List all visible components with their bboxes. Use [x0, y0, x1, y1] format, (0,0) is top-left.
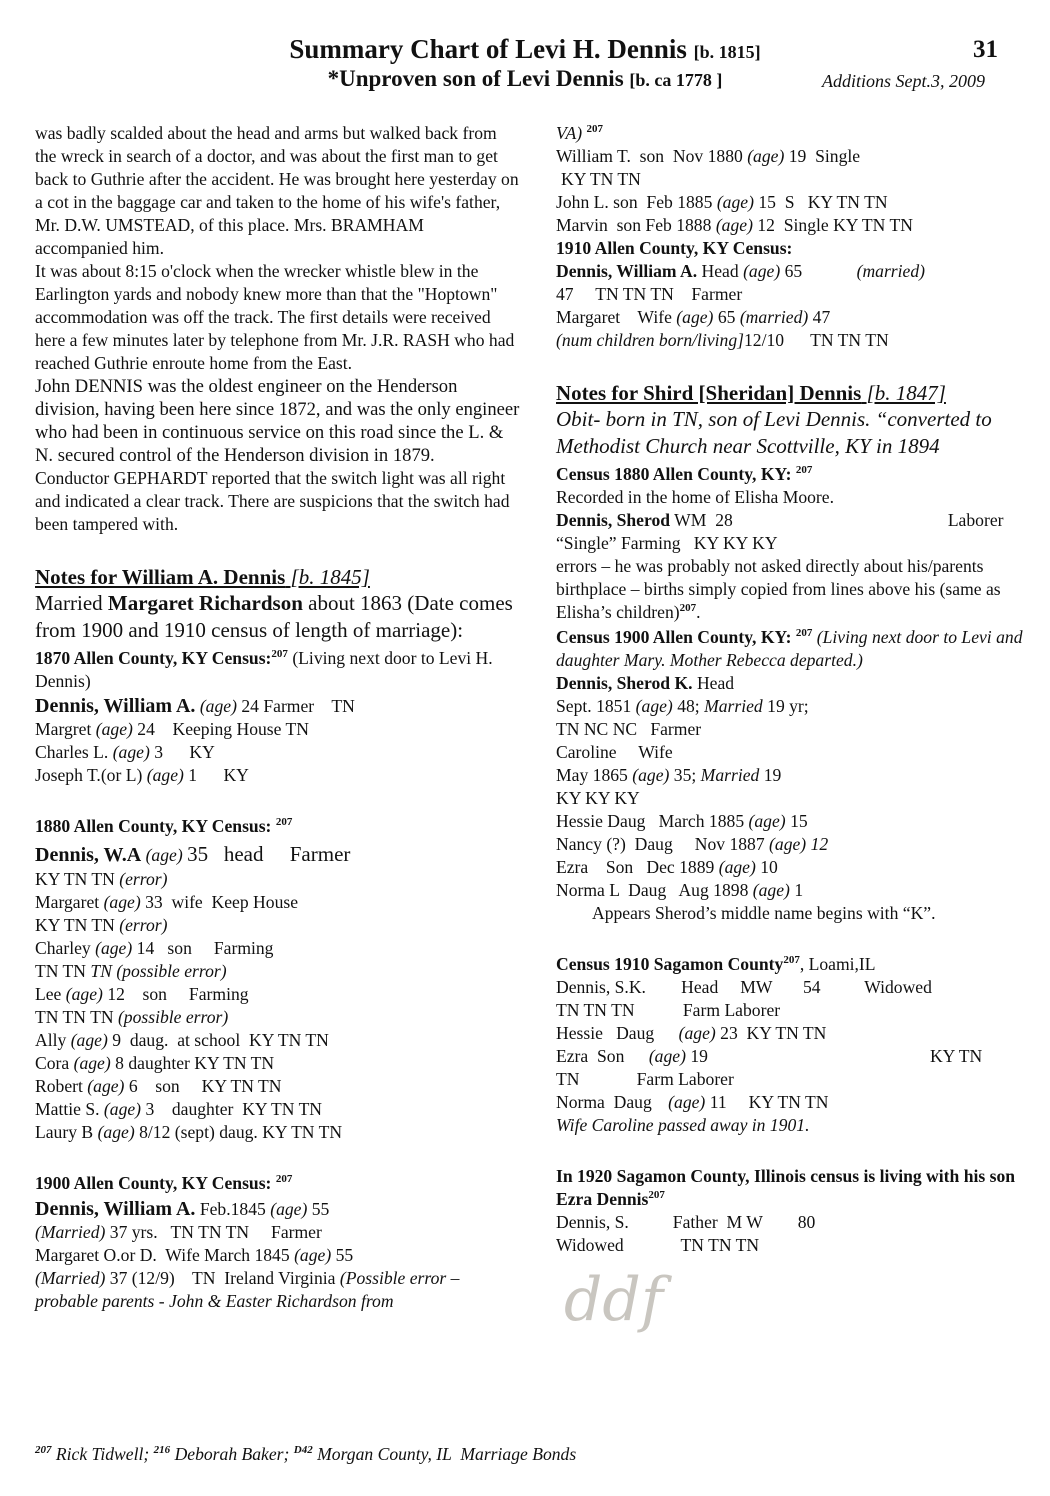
row-text: Norma L Daug Aug 1898 [556, 880, 749, 900]
subtitle-birth: [b. ca 1778 ] [629, 70, 723, 90]
age-label: (age) [676, 307, 714, 327]
title-text: Summary Chart of Levi H. Dennis [289, 34, 687, 64]
row-text: 24 Keeping House TN [137, 719, 309, 739]
text: Married [35, 591, 103, 615]
row-text: 19 Single [788, 146, 861, 166]
census-row [556, 879, 1036, 902]
row-text: Dennis, S. Father M W 80 [556, 1212, 816, 1232]
row-text: 12 son Farming [107, 984, 249, 1004]
person-name: Dennis, Sherod [556, 510, 671, 530]
census-row [556, 509, 1036, 532]
row-text: 6 son KY TN TN [128, 1076, 282, 1096]
census-row [35, 1221, 520, 1244]
left-column [35, 122, 520, 1313]
census-row [35, 718, 520, 741]
age-label: (age) [97, 1122, 135, 1142]
person-name: Dennis, W.A [35, 844, 142, 866]
row-text: 10 [760, 857, 778, 877]
row-text: 1 [794, 880, 804, 900]
row-note: (num children born/living] [556, 330, 744, 350]
age-label: (age) [718, 857, 756, 877]
census-row [556, 532, 1036, 555]
row-text: 9 daug. at school KY TN TN [112, 1030, 329, 1050]
heading-name: Notes for William A. Dennis [35, 565, 286, 589]
footnote-ref: 207 [271, 648, 288, 661]
paragraph: Conductor GEPHARDT reported that the switch light was all right and indicated a clear track. There are suspicions that the switch had been tampered with. [35, 468, 510, 534]
row-text: 19 [690, 1046, 708, 1066]
row-text: 35; [673, 765, 697, 785]
row-text: 12 Single KY TN TN [757, 215, 913, 235]
row-text: . [696, 602, 701, 622]
census-title: Census 1880 Allen County, KY: [556, 464, 792, 484]
census-row [556, 1022, 1036, 1045]
age-label: (age) [87, 1076, 125, 1096]
census-row [35, 1052, 520, 1075]
row-text: 37 yrs. TN TN TN Farmer [109, 1222, 322, 1242]
row-text: 33 wife Keep House [145, 892, 299, 912]
row-text: 12/10 TN TN TN [743, 330, 889, 350]
census-row [556, 191, 1036, 214]
census-row [556, 741, 1036, 764]
page-number: 31 [973, 36, 998, 63]
census-row [35, 1075, 520, 1098]
age-label: (age) [270, 1199, 308, 1219]
row-text: KY KY KY [556, 788, 640, 808]
census-row [35, 695, 520, 718]
census-row [556, 810, 1036, 833]
row-text: Cora [35, 1053, 70, 1073]
row-text: Recorded in the home of Elisha Moore. [556, 487, 835, 507]
census-row [556, 902, 1036, 925]
text: (Date comes from 1900 and 1910 census of length of marriage): [35, 591, 513, 642]
age-label: (age) [294, 1245, 332, 1265]
age-label: (age) [668, 1092, 706, 1112]
census-row [556, 1114, 1036, 1137]
age-label: (age) [95, 938, 133, 958]
row-text: Head [701, 261, 739, 281]
heading-birth: [b. 1845] [290, 565, 370, 589]
row-note: (married) [856, 261, 926, 281]
row-text: 37 (12/9) TN Ireland Virginia [109, 1268, 336, 1288]
age-label: (age) [145, 845, 183, 865]
row-text: Nancy (?) Daug Nov 1887 [556, 834, 765, 854]
census-note: (Living next door to Levi H. Dennis) [35, 648, 493, 691]
row-text: Laborer [947, 510, 1004, 530]
row-text: 3 daughter KY TN TN [145, 1099, 323, 1119]
census-title: In 1920 Sagamon County, Illinois census is living with his son Ezra Dennis [556, 1166, 1016, 1209]
census-heading [35, 647, 520, 693]
row-text: WM 28 [674, 510, 733, 530]
age-label: (age) [632, 765, 670, 785]
age-label: (age) [112, 742, 150, 762]
age-label: (age) [648, 1046, 686, 1066]
heading-name: Notes for Shird [Sheridan] Dennis [556, 381, 862, 405]
row-text: TN TN TN [35, 1007, 114, 1027]
census-place: , Loami,IL [799, 954, 876, 974]
census-row [556, 718, 1036, 741]
row-text: KY TN [929, 1046, 983, 1066]
census-row [556, 1211, 1036, 1234]
census-title: 1910 Allen County, KY Census: [556, 238, 793, 258]
page-title [0, 34, 1050, 65]
row-text: KY TN TN [561, 169, 641, 189]
age-label: (age) [146, 765, 184, 785]
right-column [556, 122, 1036, 1257]
footnote-ref: 207 [586, 123, 603, 136]
census-title: 1870 Allen County, KY Census: [35, 648, 272, 668]
age-label: (age) [103, 892, 141, 912]
census-row [556, 168, 1036, 191]
footnote-ref: 207 [275, 1173, 293, 1186]
row-note: (error) [119, 869, 168, 889]
age-label: (age) [73, 1053, 111, 1073]
census-row [35, 1121, 520, 1144]
census-row [35, 983, 520, 1006]
footnote-text: Rick Tidwell; [55, 1444, 150, 1464]
row-text: KY TN TN [35, 915, 115, 935]
heading-birth: [b. 1847] [866, 381, 946, 405]
row-text: Ezra Son Dec 1889 [556, 857, 715, 877]
paragraph: John DENNIS was the oldest engineer on the Henderson division, having been here since 1872, and was the only engineer who had been in continuous service on this road since the L. & N. secured control of the Henderson division in 1879. [35, 376, 520, 466]
row-text: “Single” Farming KY KY KY [556, 533, 778, 553]
row-text: Laury B [35, 1122, 94, 1142]
age-label: (age) [748, 811, 786, 831]
census-row [556, 672, 1036, 695]
row-text: 65 [784, 261, 803, 281]
marriage-line [35, 590, 520, 644]
row-text: May 1865 [556, 765, 628, 785]
row-text: 65 [717, 307, 736, 327]
census-title: 1900 Allen County, KY Census: [35, 1173, 272, 1193]
row-text: 23 KY TN TN [720, 1023, 827, 1043]
row-text: Sept. 1851 [556, 696, 632, 716]
ddf-watermark [558, 1258, 708, 1348]
footnote-text: Morgan County, IL Marriage Bonds [317, 1444, 577, 1464]
census-row [35, 841, 520, 868]
row-text: Appears Sherod’s middle name begins with “K”. [592, 903, 936, 923]
row-note: (married) [739, 307, 809, 327]
census-row [35, 868, 520, 891]
census-title: Census 1900 Allen County, KY: [556, 627, 792, 647]
row-note: Wife Caroline passed away in 1901. [556, 1115, 810, 1135]
census-row [556, 1091, 1036, 1114]
age-label: (age) [103, 1099, 142, 1119]
row-text: Ally [35, 1030, 67, 1050]
age-label: (age) [70, 1030, 108, 1050]
footnote-ref: 207 [795, 627, 813, 640]
spouse-name: Margaret Richardson [107, 591, 303, 615]
section-heading [35, 564, 520, 590]
row-note: Married [700, 765, 760, 785]
row-text: Charley [35, 938, 91, 958]
row-text: Joseph T.(or L) [35, 765, 143, 785]
row-text: 19 yr; [767, 696, 809, 716]
age-label: (age) [747, 146, 785, 166]
census-row [35, 1244, 520, 1267]
footnotes [35, 1444, 576, 1465]
census-heading [35, 1172, 520, 1195]
row-note: (error) [119, 915, 168, 935]
age-label: (age) [199, 696, 237, 716]
row-text: 3 KY [154, 742, 215, 762]
census-row [556, 486, 1036, 509]
census-row [35, 891, 520, 914]
row-text: TN NC NC Farmer [556, 719, 702, 739]
age-label: (age) [65, 984, 103, 1004]
text: about 1863 [308, 591, 403, 615]
additions-date: Additions Sept.3, 2009 [822, 71, 985, 91]
row-note: (Married) [35, 1268, 106, 1288]
census-title: 1880 Allen County, KY Census: [35, 816, 272, 836]
row-text: Hessie Daug [556, 1023, 655, 1043]
age-label: (age) [716, 192, 754, 212]
census-row [35, 1098, 520, 1121]
census-row [556, 329, 1036, 352]
section-heading [556, 380, 1036, 406]
footnote-marker: D42 [293, 1444, 313, 1457]
row-text: Caroline Wife [556, 742, 673, 762]
watermark-text: ddf [564, 1265, 664, 1335]
footnote-ref: 207 [783, 954, 800, 967]
title-birth: [b. 1815] [693, 42, 761, 62]
census-heading [556, 463, 1036, 486]
census-row [556, 145, 1036, 168]
census-row [35, 937, 520, 960]
row-text: 8 daughter KY TN TN [115, 1053, 275, 1073]
row-text: Widowed TN TN TN [556, 1235, 760, 1255]
row-text: 15 [790, 811, 808, 831]
footnote-ref: 207 [648, 1189, 665, 1202]
age-label: (age) [752, 880, 790, 900]
census-row [556, 787, 1036, 810]
age-label: (age) [678, 1023, 716, 1043]
row-note: 12 [810, 834, 829, 854]
census-row [556, 1068, 1036, 1091]
census-row [556, 976, 1036, 999]
row-text: KY TN TN [35, 869, 115, 889]
census-row [35, 1267, 520, 1313]
row-note: VA) [556, 123, 583, 143]
row-text: Head [696, 673, 735, 693]
census-heading [556, 1165, 1036, 1211]
paragraph: was badly scalded about the head and arms but walked back from the wreck in search of a doctor, and was about the first man to get back to Guthrie after the accident. He was brought here yesterday on a cot in the baggage car and taken to the home of his wife's father, Mr. D.W. UMSTEAD, of this place. Mrs. BRAMHAM accompanied him. [35, 123, 519, 258]
census-row [556, 999, 1036, 1022]
census-row [556, 695, 1036, 718]
row-text: Ezra Son [556, 1046, 625, 1066]
footnote-marker: 216 [153, 1444, 171, 1457]
row-text: 15 S KY TN TN [758, 192, 888, 212]
census-row [556, 122, 1036, 145]
census-note: (Living next door to Levi and daughter Mary. Mother Rebecca departed.) [556, 627, 1023, 670]
row-text: 55 [335, 1245, 354, 1265]
person-name: Dennis, William A. [556, 261, 698, 281]
footnote-marker: 207 [35, 1444, 52, 1457]
row-note: TN (possible error) [90, 961, 227, 981]
row-note: (possible error) [117, 1007, 229, 1027]
census-heading [556, 626, 1036, 672]
row-text: 24 Farmer TN [241, 696, 355, 716]
row-text: 55 [311, 1199, 330, 1219]
person-name: Dennis, William A. [35, 695, 196, 717]
census-row [35, 914, 520, 937]
row-text: 19 [763, 765, 782, 785]
census-row [556, 555, 1036, 624]
row-text: 35 head Farmer [187, 842, 351, 866]
row-note: (Possible error – probable parents - John & Easter Richardson from [35, 1268, 460, 1311]
row-text: 14 son Farming [136, 938, 274, 958]
footnote-ref: 207 [679, 602, 697, 615]
row-text: Dennis, S.K. Head MW 54 Widowed [556, 977, 932, 997]
row-text: William T. son Nov 1880 [556, 146, 743, 166]
subtitle-text: *Unproven son of Levi Dennis [327, 66, 624, 91]
census-title: Census 1910 Sagamon County [556, 954, 784, 974]
row-text: Norma Daug [556, 1092, 652, 1112]
census-row [556, 1045, 1036, 1068]
row-text: TN TN TN Farm Laborer [556, 1000, 781, 1020]
row-text: Margret [35, 719, 92, 739]
census-heading [35, 815, 520, 838]
census-row [35, 764, 520, 787]
row-text: 47 [812, 307, 831, 327]
census-row [556, 856, 1036, 879]
row-text: errors – he was probably not asked directly about his/parents birthplace – births simply copied from lines above his (same as Elisha’s children) [556, 556, 1001, 622]
row-text: 47 TN TN TN Farmer [556, 284, 743, 304]
census-row [556, 283, 1036, 306]
person-name: Dennis, William A. [35, 1198, 196, 1220]
census-row [35, 1029, 520, 1052]
row-text: Marvin son Feb 1888 [556, 215, 712, 235]
row-text: Margaret Wife [556, 307, 672, 327]
row-text: Lee [35, 984, 62, 1004]
row-text: Mattie S. [35, 1099, 100, 1119]
row-text: Robert [35, 1076, 83, 1096]
row-text: John L. son Feb 1885 [556, 192, 713, 212]
row-text: 1 KY [188, 765, 249, 785]
age-label: (age) [743, 261, 781, 281]
census-row [35, 960, 520, 983]
census-row [556, 833, 1036, 856]
row-text: 8/12 (sept) daug. KY TN TN [139, 1122, 343, 1142]
age-label: (age) [715, 215, 753, 235]
census-row [556, 764, 1036, 787]
paragraph: It was about 8:15 o'clock when the wrecker whistle blew in the Earlington yards and nobody knew more than that the "Hoptown" accommodation was off the track. The first details were received here a few minutes later by telephone from Mr. J.R. RASH who had reached Guthrie enroute home from the East. [35, 261, 515, 373]
row-text: Margaret [35, 892, 100, 912]
age-label: (age) [95, 719, 133, 739]
row-text: Charles L. [35, 742, 109, 762]
age-label: (age) [769, 834, 807, 854]
age-label: (age) [635, 696, 673, 716]
obit-text: Obit- born in TN, son of Levi Dennis. “converted to Methodist Church near Scottville, KY in 1894 [556, 407, 992, 458]
census-row [556, 214, 1036, 237]
person-name: Dennis, Sherod K. [556, 673, 693, 693]
census-row [35, 741, 520, 764]
row-text: Margaret O.or D. Wife March 1845 [35, 1245, 290, 1265]
row-text: TN Farm Laborer [556, 1069, 734, 1089]
census-row [556, 260, 1036, 283]
row-text: 48; [677, 696, 700, 716]
row-note: Married [704, 696, 763, 716]
census-row [556, 1234, 1036, 1257]
row-text: TN TN [35, 961, 86, 981]
census-row [556, 306, 1036, 329]
row-text: 11 KY TN TN [709, 1092, 829, 1112]
census-heading [556, 953, 1036, 976]
footnote-text: Deborah Baker; [174, 1444, 290, 1464]
row-text: Feb.1845 [199, 1199, 266, 1219]
row-text: Hessie Daug March 1885 [556, 811, 745, 831]
row-note: (Married) [35, 1222, 106, 1242]
census-row [35, 1198, 520, 1221]
census-row [35, 1006, 520, 1029]
footnote-ref: 207 [795, 464, 813, 477]
census-heading [556, 237, 1036, 260]
footnote-ref: 207 [275, 816, 293, 829]
